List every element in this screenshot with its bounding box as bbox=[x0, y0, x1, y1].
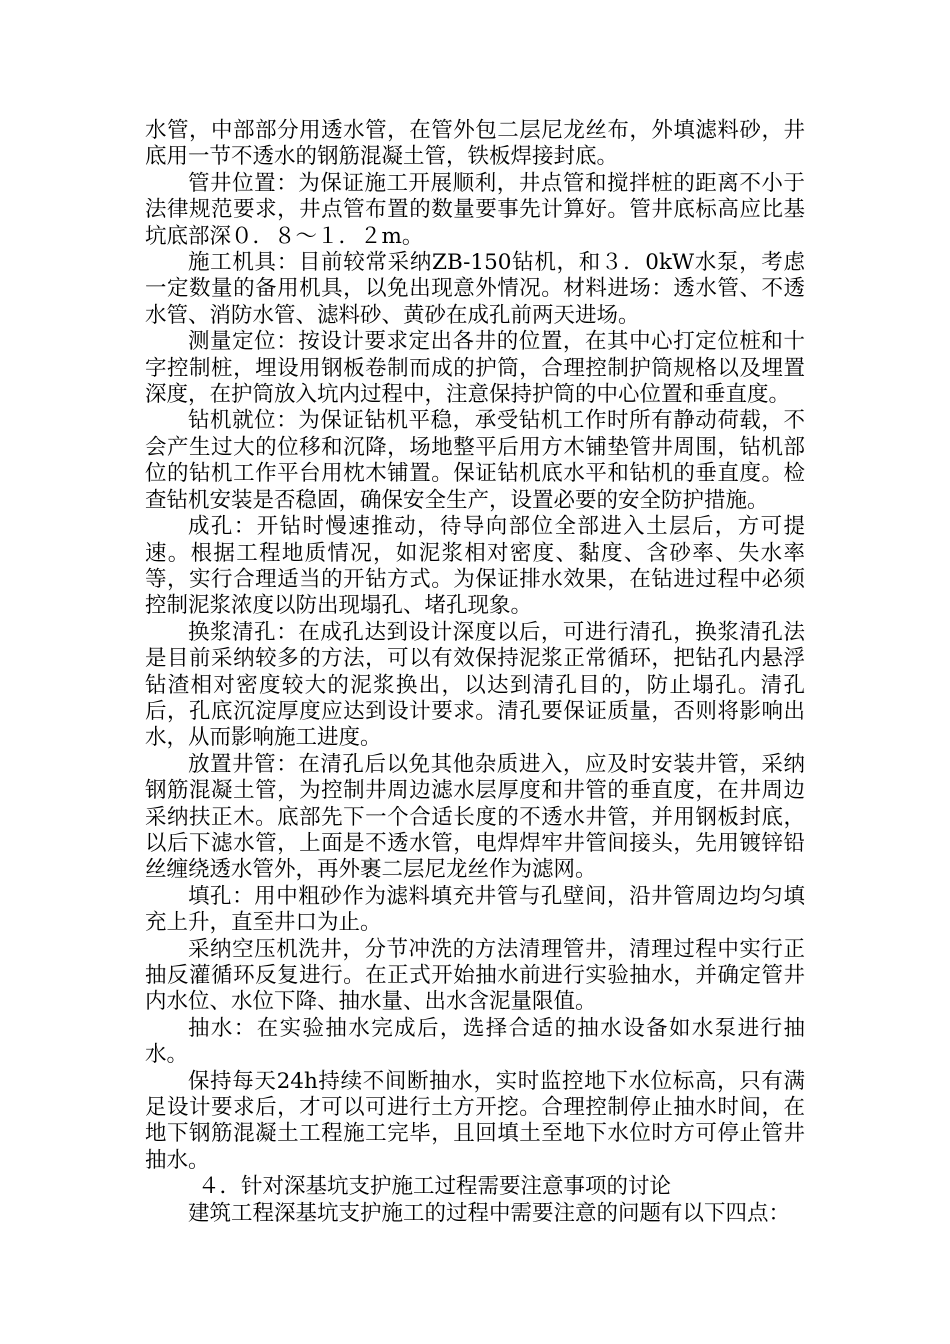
body-paragraph-rig-placement: 钻机就位：为保证钻机平稳，承受钻机工作时所有静动荷载，不会产生过大的位移和沉降，场地整平后用方木铺垫管井周围，钻机部位的钻机工作平台用枕木铺置。保证钻机底水平和钻机的垂直度。检查钻机安装是否稳固，确保安全生产，设置必要的安全防护措施。 bbox=[145, 408, 805, 513]
body-paragraph-continuation: 水管，中部部分用透水管，在管外包二层尼龙丝布，外填滤料砂，井底用一节不透水的钢筋混凝土管，铁板焊接封底。 bbox=[145, 118, 805, 170]
body-paragraph-well-position: 管井位置：为保证施工开展顺利，井点管和搅拌桩的距离不小于法律规范要求，井点管布置的数量要事先计算好。管井底标高应比基坑底部深０．８～１．２m。 bbox=[145, 170, 805, 249]
document-page bbox=[145, 118, 805, 1227]
section-heading: ４．针对深基坑支护施工过程需要注意事项的讨论 bbox=[198, 1174, 672, 1200]
body-paragraph-survey-positioning: 测量定位：按设计要求定出各井的位置，在其中心打定位桩和十字控制桩，埋设用钢板卷制而成的护筒，合理控制护筒规格以及埋置深度，在护筒放入坑内过程中，注意保持护筒的中心位置和垂直度。 bbox=[145, 329, 805, 408]
body-paragraph-closing: 建筑工程深基坑支护施工的过程中需要注意的问题有以下四点： bbox=[188, 1200, 791, 1226]
body-paragraph-hole-forming: 成孔：开钻时慢速推动，待导向部位全部进入土层后，方可提速。根据工程地质情况，如泥浆相对密度、黏度、含砂率、失水率等，实行合理适当的开钻方式。为保证排水效果，在钻进过程中必须控制泥浆浓度以防出现塌孔、堵孔现象。 bbox=[145, 514, 805, 619]
body-paragraph-hole-cleaning: 换浆清孔：在成孔达到设计深度以后，可进行清孔，换浆清孔法是目前采纳较多的方法，可以有效保持泥浆正常循环，把钻孔内悬浮钻渣相对密度较大的泥浆换出，以达到清孔目的，防止塌孔。清孔后，孔底沉淀厚度应达到设计要求。清孔要保证质量，否则将影响出水，从而影响施工进度。 bbox=[145, 619, 805, 751]
body-paragraph-hole-filling: 填孔：用中粗砂作为滤料填充井管与孔壁间，沿井管周边均匀填充上升，直至井口为止。 bbox=[145, 883, 805, 936]
body-paragraph-pipe-placement: 放置井管：在清孔后以免其他杂质进入，应及时安装井管，采纳钢筋混凝土管，为控制井周边滤水层厚度和井管的垂直度，在井周边采纳扶正木。底部先下一个合适长度的不透水井管，并用钢板封底，以后下滤水管，上面是不透水管，电焊焊牢井管间接头，先用镀锌铅丝缠绕透水管外，再外裹二层尼龙丝作为滤网。 bbox=[145, 751, 805, 883]
body-paragraph-continuous-pumping: 保持每天24h持续不间断抽水，实时监控地下水位标高，只有满足设计要求后，才可以可进行土方开挖。合理控制停止抽水时间，在地下钢筋混凝土工程施工完毕，且回填土至地下水位时方可停止管井抽水。 bbox=[145, 1068, 805, 1173]
body-paragraph-well-washing: 采纳空压机洗井，分节冲洗的方法清理管井，清理过程中实行正抽反灌循环反复进行。在正式开始抽水前进行实验抽水，并确定管井内水位、水位下降、抽水量、出水含泥量限值。 bbox=[145, 936, 805, 1015]
body-paragraph-machinery: 施工机具：目前较常采纳ZB-150钻机，和３．0kW水泵，考虑一定数量的备用机具，以免出现意外情况。材料进场：透水管、不透水管、消防水管、滤料砂、黄砂在成孔前两天进场。 bbox=[145, 250, 805, 328]
body-paragraph-pumping: 抽水：在实验抽水完成后，选择合适的抽水设备如水泵进行抽水。 bbox=[145, 1015, 805, 1068]
